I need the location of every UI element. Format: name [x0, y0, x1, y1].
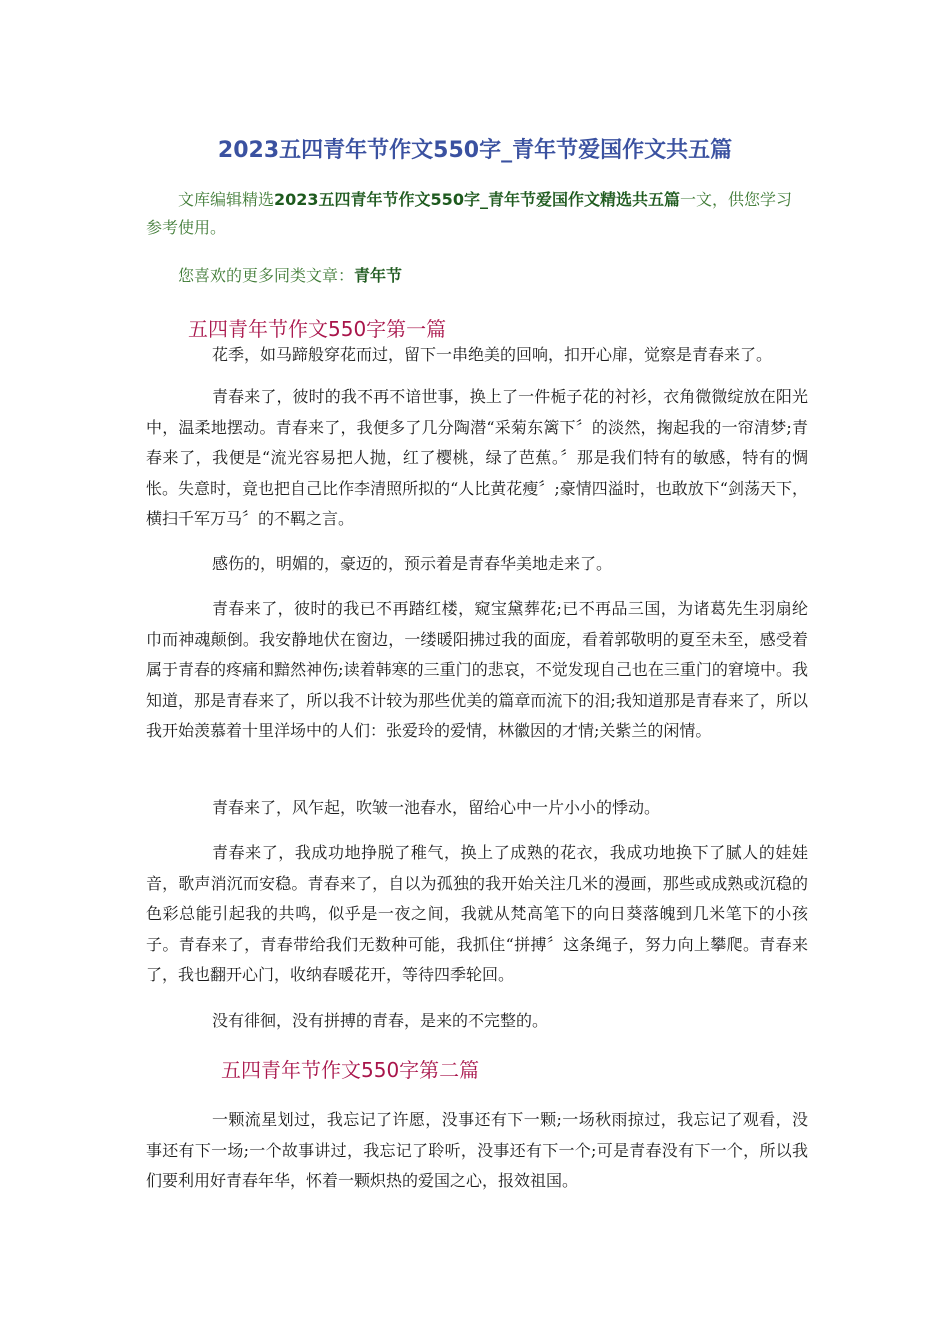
paragraph: 一颗流星划过，我忘记了许愿，没事还有下一颗;一场秋雨掠过，我忘记了观看，没事还有下一场;一个故事讲过，我忘记了聆听，没事还有下一个;可是青春没有下一个，所以我们要利用好青春年华，怀着一颗炽热的爱国之心，报效祖国。 — [146, 1110, 808, 1190]
paragraph: 感伤的，明媚的，豪迈的，预示着是青春华美地走来了。 — [212, 554, 613, 573]
related-articles — [178, 262, 402, 290]
paragraph: 青春来了，我成功地挣脱了稚气，换上了成熟的花衣，我成功地换下了腻人的娃娃音，歌声消沉而安稳。青春来了，自以为孤独的我开始关注几米的漫画，那些或成熟或沉稳的色彩总能引起我的共鸣，似乎是一夜之间，我就从梵高笔下的向日葵落魄到几米笔下的小孩子。青春来了，青春带给我们无数种可能，我抓住“拼搏〞这条绳子，努力向上攀爬。青春来了，我也翻开心门，收纳春暖花开，等待四季轮回。 — [146, 843, 808, 984]
intro-prefix: 文库编辑精选 — [178, 190, 275, 209]
paragraph: 没有徘徊，没有拼搏的青春，是来的不完整的。 — [212, 1011, 549, 1030]
paragraph: 青春来了，风乍起，吹皱一池春水，留给心中一片小小的悸动。 — [212, 798, 661, 817]
section-heading-2: 五四青年节作文550字第二篇 — [221, 1058, 480, 1082]
related-label: 您喜欢的更多同类文章： — [178, 266, 355, 285]
section-heading-1: 五四青年节作文550字第一篇 — [188, 317, 447, 341]
intro-article-name: 2023五四青年节作文550字_青年节爱国作文精选共五篇 — [274, 190, 680, 209]
intro-suffix: 一文，供您学习参考使用。 — [146, 190, 792, 237]
document-title: 2023五四青年节作文550字_青年节爱国作文共五篇 — [217, 138, 733, 163]
related-link[interactable]: 青年节 — [354, 266, 403, 285]
paragraph: 青春来了，彼时的我已不再踏红楼，窥宝黛葬花;已不再品三国，为诸葛先生羽扇纶巾而神魂颠倒。我安静地伏在窗边，一缕暖阳拂过我的面庞，看着郭敬明的夏至未至，感受着属于青春的疼痛和黯然神伤;读着韩寒的三重门的悲哀，不觉发现自己也在三重门的窘境中。我知道，那是青春来了，所以我不计较为那些优美的篇章而流下的泪;我知道那是青春来了，所以我开始羡慕着十里洋场中的人们：张爱玲的爱情，林徽因的才情;关紫兰的闲情。 — [146, 599, 808, 740]
paragraph: 青春来了，彼时的我不再不谙世事，换上了一件栀子花的衬衫，衣角微微绽放在阳光中，温柔地摆动。青春来了，我便多了几分陶潜“采菊东篱下〞的淡然，掬起我的一帘清梦;青春来了，我便是“流光容易把人抛，红了樱桃，绿了芭蕉。〞那是我们特有的敏感，特有的惆怅。失意时，竟也把自己比作李清照所拟的“人比黄花瘦〞;豪情四溢时，也敢放下“剑荡天下，横扫千军万马〞的不羁之言。 — [146, 387, 808, 528]
intro-paragraph — [146, 186, 806, 242]
paragraph: 花季，如马蹄般穿花而过，留下一串绝美的回响，扣开心扉，觉察是青春来了。 — [212, 345, 773, 364]
